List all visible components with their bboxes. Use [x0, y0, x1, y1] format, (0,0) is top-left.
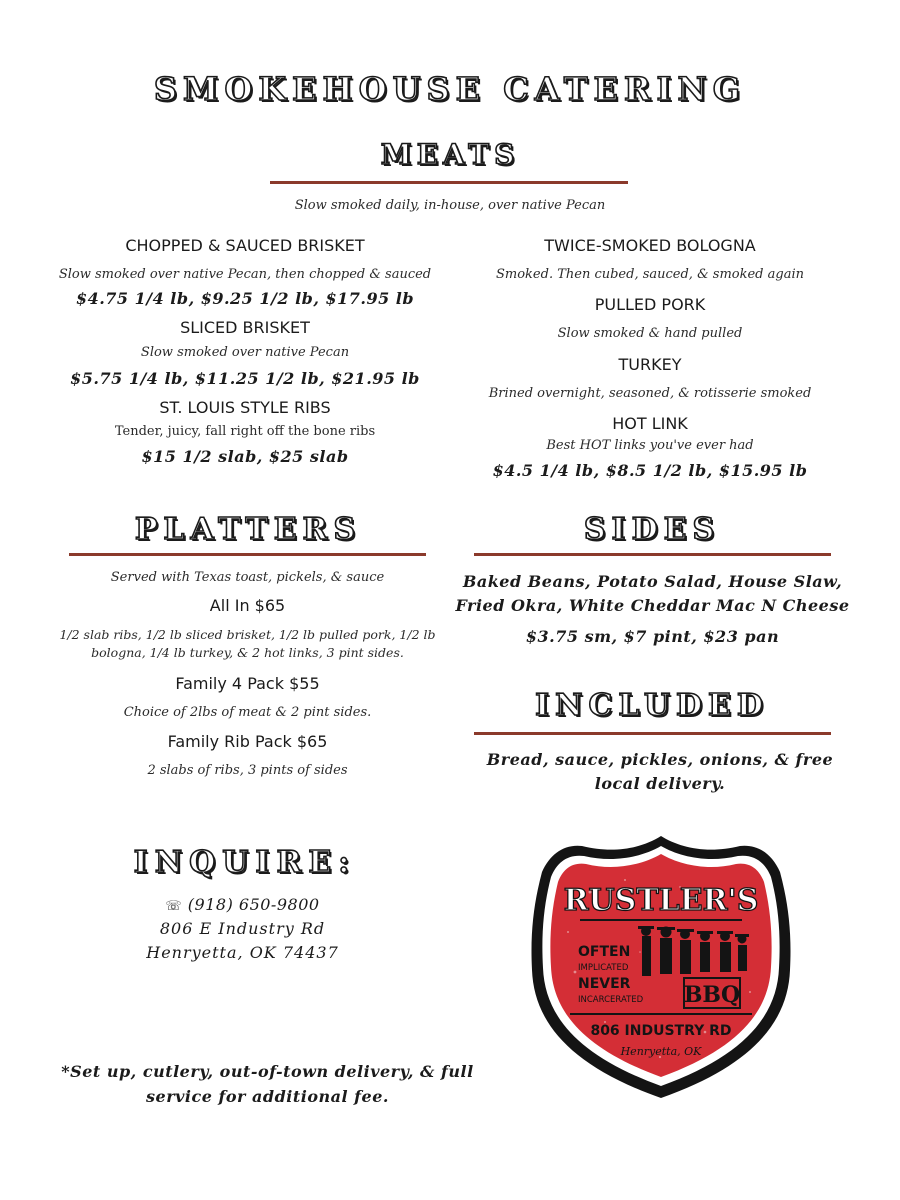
- logo-slogan-3: NEVER: [578, 976, 631, 992]
- menu-item-price: $15 1/2 slab, $25 slab: [141, 446, 349, 466]
- included-line: Bread, sauce, pickles, onions, & free: [486, 750, 834, 769]
- menu-item-desc: Tender, juicy, fall right off the bone ribs: [114, 423, 376, 439]
- platters-divider: [69, 553, 426, 556]
- platter-name: All In $65: [209, 596, 286, 616]
- included-line: local delivery.: [594, 774, 726, 793]
- sides-list-line: Fried Okra, White Cheddar Mac N Cheese: [455, 596, 850, 615]
- meats-left-column: [30, 236, 460, 467]
- rustlers-bbq-logo: [530, 832, 792, 1102]
- menu-item-name: CHOPPED & SAUCED BRISKET: [125, 236, 365, 255]
- platters-column: [50, 570, 445, 779]
- address-line: Henryetta, OK 74437: [146, 943, 339, 962]
- meats-heading: MEATS: [380, 138, 520, 171]
- menu-item-name: PULLED PORK: [594, 295, 706, 315]
- menu-item-name: TURKEY: [618, 354, 682, 374]
- logo-slogan-2: IMPLICATED: [578, 963, 629, 973]
- menu-item-desc: Smoked. Then cubed, sauced, & smoked again: [496, 267, 804, 282]
- platter-name: Family Rib Pack $65: [167, 731, 328, 751]
- footnote-line: service for additional fee.: [146, 1086, 389, 1106]
- sides-divider: [474, 553, 831, 556]
- platters-subtitle: Served with Texas toast, pickels, & sauce: [110, 570, 385, 585]
- menu-item-desc: Slow smoked over native Pecan, then chopped & sauced: [58, 267, 432, 282]
- menu-item-price: $4.5 1/4 lb, $8.5 1/2 lb, $15.95 lb: [492, 461, 808, 480]
- footnote: [40, 1060, 495, 1110]
- inquire-column: [100, 893, 385, 965]
- menu-item-name: HOT LINK: [612, 413, 688, 433]
- logo-slogan-1: OFTEN: [578, 944, 631, 960]
- menu-item-desc: Slow smoked & hand pulled: [557, 326, 743, 342]
- meats-subtitle: Slow smoked daily, in-house, over native Pecan: [294, 198, 606, 213]
- platter-desc: 1/2 slab ribs, 1/2 lb sliced brisket, 1/2 lb pulled pork, 1/2 lb bologna, 1/4 lb turkey, & 2 hot links, 3 pint sides.: [59, 627, 436, 661]
- address-line: 806 E Industry Rd: [159, 919, 326, 938]
- logo-slogan-4: INCARCERATED: [578, 995, 644, 1005]
- included-column: [470, 748, 850, 796]
- page-title: SMOKEHOUSE CATERING: [153, 70, 747, 108]
- sides-heading: SIDES: [583, 512, 721, 547]
- menu-item-name: TWICE-SMOKED BOLOGNA: [544, 236, 756, 255]
- platter-desc: Choice of 2lbs of meat & 2 pint sides.: [123, 704, 372, 720]
- logo-bbq-text: BBQ: [683, 982, 741, 1008]
- inquire-heading: INQUIRE:: [133, 845, 357, 880]
- sides-price: $3.75 sm, $7 pint, $23 pan: [525, 627, 780, 646]
- menu-item-name: ST. LOUIS STYLE RIBS: [159, 397, 331, 417]
- sides-column: [455, 570, 850, 647]
- menu-item-price: $5.75 1/4 lb, $11.25 1/2 lb, $21.95 lb: [70, 368, 420, 388]
- logo-city: Henryetta, OK: [620, 1045, 702, 1058]
- meats-divider: [270, 181, 628, 184]
- menu-item-name: SLICED BRISKET: [180, 318, 310, 338]
- menu-item-desc: Slow smoked over native Pecan: [140, 345, 350, 361]
- platters-heading: PLATTERS: [134, 512, 362, 547]
- menu-item-desc: Brined overnight, seasoned, & rotisserie smoked: [488, 385, 812, 401]
- phone-number[interactable]: (918) 650-9800: [187, 895, 320, 914]
- included-heading: INCLUDED: [535, 688, 769, 723]
- platter-desc: 2 slabs of ribs, 3 pints of sides: [147, 762, 348, 778]
- logo-address: 806 INDUSTRY RD: [590, 1023, 732, 1039]
- menu-item-desc: Best HOT links you've ever had: [546, 437, 754, 453]
- logo-brand-text: RUSTLER'S: [563, 883, 759, 918]
- sides-list-line: Baked Beans, Potato Salad, House Slaw,: [462, 572, 843, 591]
- included-divider: [474, 732, 831, 735]
- platter-name: Family 4 Pack $55: [175, 673, 320, 693]
- menu-item-price: $4.75 1/4 lb, $9.25 1/2 lb, $17.95 lb: [75, 289, 415, 309]
- footnote-line: *Set up, cutlery, out-of-town delivery, & full: [61, 1062, 474, 1081]
- phone-icon: ☏: [165, 899, 183, 914]
- meats-right-column: [470, 236, 830, 481]
